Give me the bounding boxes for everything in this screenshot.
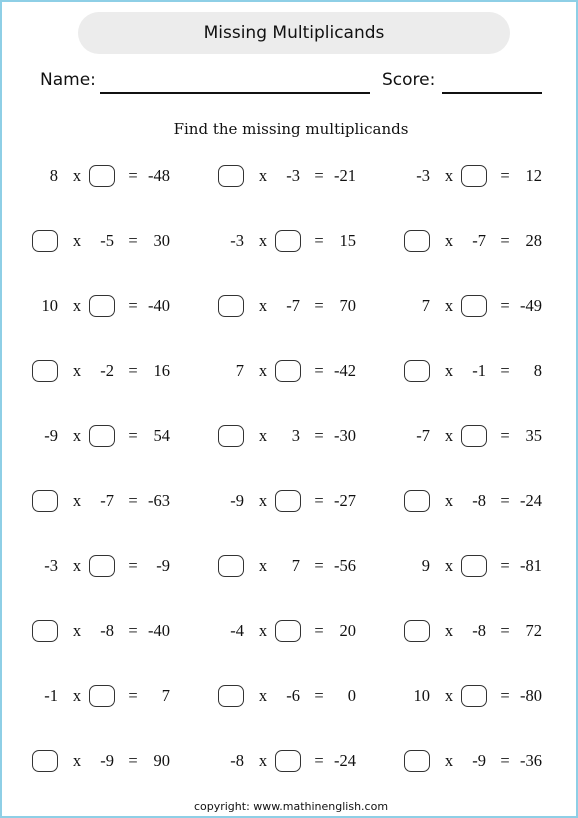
first-factor: -7 — [416, 426, 430, 445]
first-factor: -3 — [44, 556, 58, 575]
equals-sign: = — [500, 556, 510, 575]
times-sign: x — [258, 231, 268, 250]
problem-row — [218, 423, 358, 449]
times-sign: x — [72, 296, 82, 315]
equals-sign: = — [500, 621, 510, 640]
times-sign: x — [258, 296, 268, 315]
problem-row — [404, 163, 544, 189]
second-factor: 3 — [291, 426, 300, 445]
times-sign: x — [258, 686, 268, 705]
second-factor: -1 — [472, 361, 486, 380]
product-value: 54 — [153, 426, 170, 445]
times-sign: x — [258, 621, 268, 640]
times-sign: x — [72, 556, 82, 575]
product-value: -42 — [334, 361, 356, 380]
first-factor: -3 — [230, 231, 244, 250]
missing-multiplicand-box[interactable] — [404, 490, 430, 512]
times-sign: x — [72, 491, 82, 510]
first-factor: -4 — [230, 621, 244, 640]
problem-row — [218, 618, 358, 644]
problem-row — [32, 358, 172, 384]
equals-sign: = — [314, 686, 324, 705]
times-sign: x — [72, 686, 82, 705]
missing-multiplicand-box[interactable] — [404, 230, 430, 252]
product-value: -24 — [334, 751, 356, 770]
missing-multiplicand-box[interactable] — [32, 490, 58, 512]
times-sign: x — [72, 166, 82, 185]
problem-row — [404, 358, 544, 384]
times-sign: x — [444, 621, 454, 640]
second-factor: -3 — [286, 166, 300, 185]
problem-row — [218, 748, 358, 774]
times-sign: x — [258, 556, 268, 575]
problem-row — [32, 618, 172, 644]
equals-sign: = — [314, 426, 324, 445]
equals-sign: = — [128, 491, 138, 510]
first-factor: 8 — [49, 166, 58, 185]
product-value: -40 — [148, 621, 170, 640]
missing-multiplicand-box[interactable] — [218, 555, 244, 577]
second-factor: -7 — [100, 491, 114, 510]
problem-row — [32, 228, 172, 254]
times-sign: x — [258, 751, 268, 770]
product-value: -21 — [334, 166, 356, 185]
problem-row — [218, 293, 358, 319]
product-value: 12 — [525, 166, 542, 185]
problem-row — [32, 293, 172, 319]
missing-multiplicand-box[interactable] — [32, 230, 58, 252]
equals-sign: = — [128, 231, 138, 250]
product-value: -30 — [334, 426, 356, 445]
times-sign: x — [444, 751, 454, 770]
missing-multiplicand-box[interactable] — [461, 295, 487, 317]
equals-sign: = — [500, 491, 510, 510]
equals-sign: = — [128, 426, 138, 445]
equals-sign: = — [500, 231, 510, 250]
equals-sign: = — [314, 166, 324, 185]
product-value: -81 — [520, 556, 542, 575]
missing-multiplicand-box[interactable] — [32, 620, 58, 642]
problem-row — [404, 488, 544, 514]
problem-row — [218, 488, 358, 514]
worksheet-title: Missing Multiplicands — [78, 12, 510, 54]
problem-row — [32, 748, 172, 774]
times-sign: x — [444, 296, 454, 315]
problem-row — [404, 553, 544, 579]
product-value: -40 — [148, 296, 170, 315]
equals-sign: = — [500, 296, 510, 315]
equals-sign: = — [128, 166, 138, 185]
first-factor: -1 — [44, 686, 58, 705]
missing-multiplicand-box[interactable] — [275, 490, 301, 512]
missing-multiplicand-box[interactable] — [32, 360, 58, 382]
problem-row — [32, 163, 172, 189]
times-sign: x — [444, 491, 454, 510]
problem-row — [404, 423, 544, 449]
equals-sign: = — [500, 166, 510, 185]
missing-multiplicand-box[interactable] — [461, 685, 487, 707]
problem-row — [32, 683, 172, 709]
missing-multiplicand-box[interactable] — [404, 750, 430, 772]
missing-multiplicand-box[interactable] — [89, 555, 115, 577]
first-factor: 10 — [41, 296, 58, 315]
score-label: Score: — [382, 70, 436, 90]
times-sign: x — [258, 166, 268, 185]
times-sign: x — [72, 426, 82, 445]
product-value: 30 — [153, 231, 170, 250]
problem-row — [404, 683, 544, 709]
times-sign: x — [72, 361, 82, 380]
second-factor: -2 — [100, 361, 114, 380]
times-sign: x — [72, 231, 82, 250]
equals-sign: = — [314, 491, 324, 510]
times-sign: x — [444, 231, 454, 250]
times-sign: x — [72, 621, 82, 640]
first-factor: -9 — [230, 491, 244, 510]
equals-sign: = — [128, 621, 138, 640]
product-value: 28 — [525, 231, 542, 250]
product-value: 7 — [161, 686, 170, 705]
missing-multiplicand-box[interactable] — [461, 425, 487, 447]
second-factor: -8 — [472, 491, 486, 510]
missing-multiplicand-box[interactable] — [89, 295, 115, 317]
missing-multiplicand-box[interactable] — [275, 620, 301, 642]
second-factor: -8 — [472, 621, 486, 640]
times-sign: x — [444, 166, 454, 185]
missing-multiplicand-box[interactable] — [275, 750, 301, 772]
equals-sign: = — [314, 231, 324, 250]
problem-row — [32, 423, 172, 449]
first-factor: 7 — [421, 296, 430, 315]
product-value: 20 — [339, 621, 356, 640]
problem-row — [404, 618, 544, 644]
problem-row — [32, 553, 172, 579]
first-factor: 7 — [235, 361, 244, 380]
problem-row — [218, 358, 358, 384]
problem-row — [218, 228, 358, 254]
equals-sign: = — [500, 751, 510, 770]
equals-sign: = — [314, 751, 324, 770]
times-sign: x — [444, 361, 454, 380]
equals-sign: = — [128, 361, 138, 380]
equals-sign: = — [128, 686, 138, 705]
equals-sign: = — [500, 686, 510, 705]
missing-multiplicand-box[interactable] — [218, 295, 244, 317]
problem-row — [404, 748, 544, 774]
missing-multiplicand-box[interactable] — [461, 555, 487, 577]
product-value: 0 — [347, 686, 356, 705]
times-sign: x — [258, 426, 268, 445]
product-value: -27 — [334, 491, 356, 510]
product-value: 15 — [339, 231, 356, 250]
equals-sign: = — [500, 426, 510, 445]
product-value: -24 — [520, 491, 542, 510]
equals-sign: = — [314, 556, 324, 575]
problem-row — [404, 228, 544, 254]
equals-sign: = — [128, 556, 138, 575]
problem-row — [218, 683, 358, 709]
product-value: 8 — [533, 361, 542, 380]
product-value: -9 — [156, 556, 170, 575]
times-sign: x — [444, 426, 454, 445]
times-sign: x — [72, 751, 82, 770]
missing-multiplicand-box[interactable] — [461, 165, 487, 187]
missing-multiplicand-box[interactable] — [89, 425, 115, 447]
equals-sign: = — [314, 621, 324, 640]
second-factor: -7 — [286, 296, 300, 315]
times-sign: x — [258, 491, 268, 510]
second-factor: -9 — [100, 751, 114, 770]
second-factor: 7 — [291, 556, 300, 575]
problem-row — [218, 163, 358, 189]
product-value: -56 — [334, 556, 356, 575]
score-field-line[interactable] — [442, 92, 542, 94]
product-value: 70 — [339, 296, 356, 315]
missing-multiplicand-box[interactable] — [218, 685, 244, 707]
equals-sign: = — [128, 751, 138, 770]
problem-row — [404, 293, 544, 319]
first-factor: -3 — [416, 166, 430, 185]
product-value: 16 — [153, 361, 170, 380]
first-factor: 10 — [413, 686, 430, 705]
product-value: -36 — [520, 751, 542, 770]
second-factor: -8 — [100, 621, 114, 640]
missing-multiplicand-box[interactable] — [218, 425, 244, 447]
equals-sign: = — [314, 296, 324, 315]
second-factor: -6 — [286, 686, 300, 705]
missing-multiplicand-box[interactable] — [404, 360, 430, 382]
times-sign: x — [258, 361, 268, 380]
missing-multiplicand-box[interactable] — [275, 230, 301, 252]
missing-multiplicand-box[interactable] — [218, 165, 244, 187]
first-factor: -9 — [44, 426, 58, 445]
equals-sign: = — [500, 361, 510, 380]
times-sign: x — [444, 556, 454, 575]
second-factor: -9 — [472, 751, 486, 770]
copyright-footer: copyright: www.mathinenglish.com — [193, 800, 389, 813]
second-factor: -7 — [472, 231, 486, 250]
name-label: Name: — [40, 70, 96, 90]
product-value: 90 — [153, 751, 170, 770]
first-factor: -8 — [230, 751, 244, 770]
product-value: 35 — [525, 426, 542, 445]
problem-row — [218, 553, 358, 579]
missing-multiplicand-box[interactable] — [89, 685, 115, 707]
problem-row — [32, 488, 172, 514]
equals-sign: = — [128, 296, 138, 315]
equals-sign: = — [314, 361, 324, 380]
product-value: -80 — [520, 686, 542, 705]
missing-multiplicand-box[interactable] — [32, 750, 58, 772]
product-value: -48 — [148, 166, 170, 185]
product-value: 72 — [525, 621, 542, 640]
instruction-text: Find the missing multiplicands — [173, 120, 409, 138]
missing-multiplicand-box[interactable] — [275, 360, 301, 382]
missing-multiplicand-box[interactable] — [89, 165, 115, 187]
times-sign: x — [444, 686, 454, 705]
name-field-line[interactable] — [100, 92, 370, 94]
first-factor: 9 — [421, 556, 430, 575]
second-factor: -5 — [100, 231, 114, 250]
missing-multiplicand-box[interactable] — [404, 620, 430, 642]
product-value: -49 — [520, 296, 542, 315]
product-value: -63 — [148, 491, 170, 510]
